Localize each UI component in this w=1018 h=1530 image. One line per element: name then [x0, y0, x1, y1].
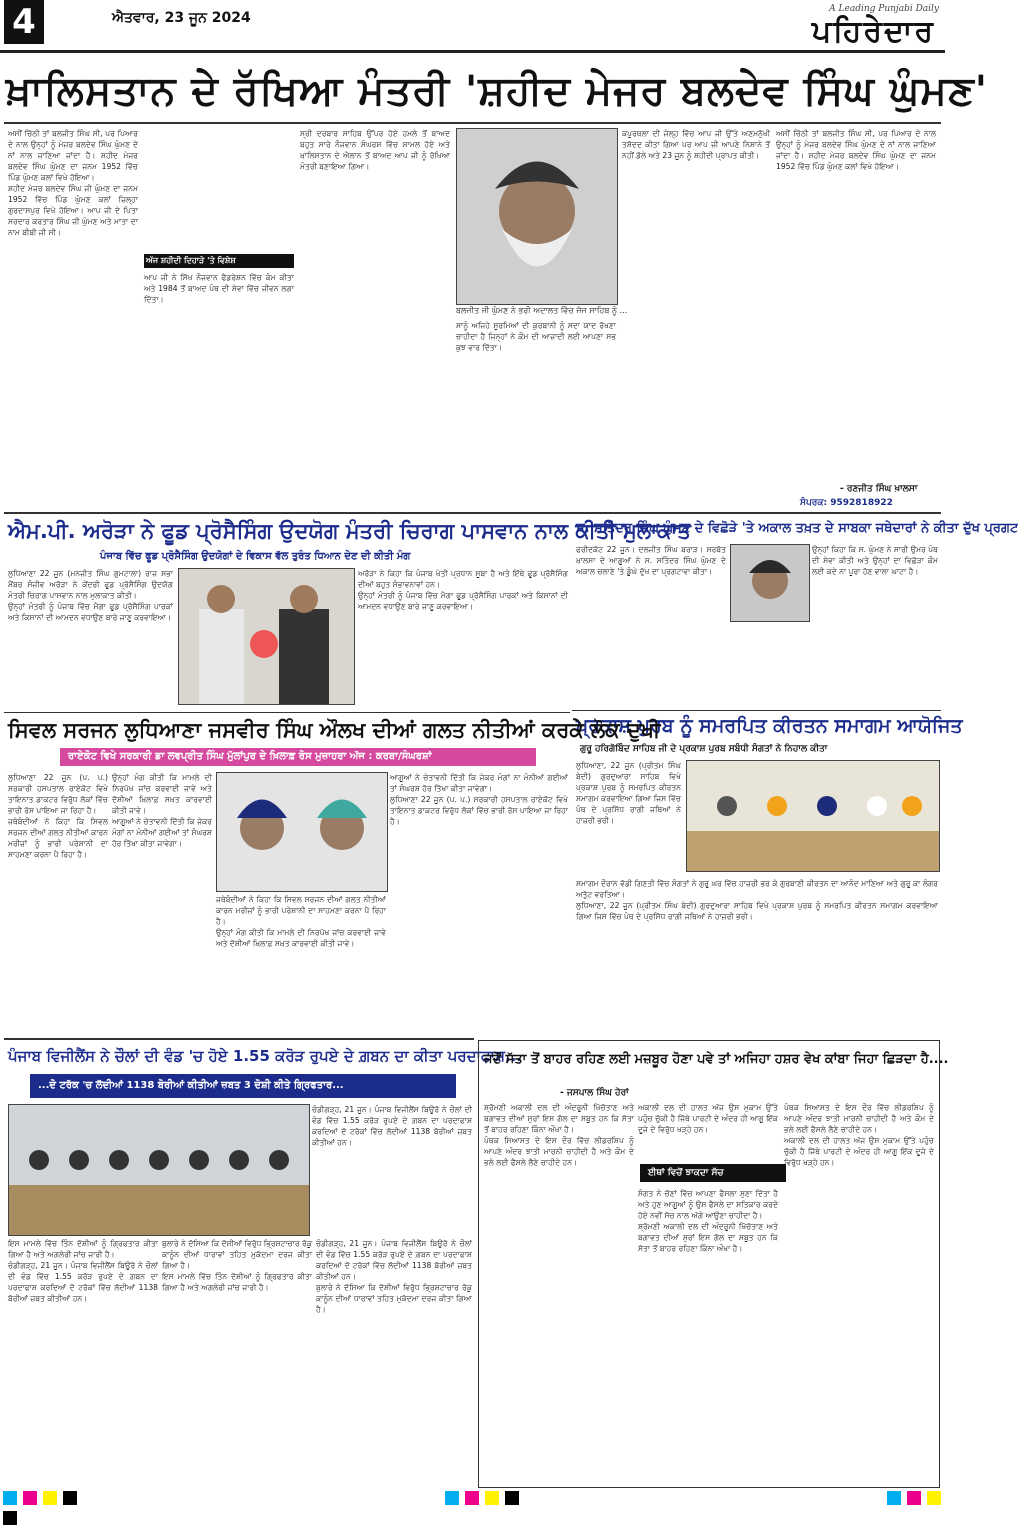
lead-column-6: ਅਸੀਂ ਚਿੱਠੀ ਤਾਂ ਬਲਜੀਤ ਸਿੰਘ ਸੀ, ਪਰ ਪਿਆਰ ਦੇ ਨਾਲ ਉਨ੍ਹਾਂ ਨੂੰ ਮੇਜਰ ਬਲਦੇਵ ਸਿੰਘ ਘੁੰਮਣ ਦੇ ਨਾਂ ਨਾਲ ਜਾਣਿਆ ਜਾਂਦਾ ਹੈ। ਸ਼ਹੀਦ ਮੇਜਰ ਬਲਦੇਵ ਸਿੰਘ ਘੁੰਮਣ ਦਾ ਜਨਮ 1952 ਵਿੱਚ ਪਿੰਡ ਘੁੰਮਣ ਕਲਾਂ ਵਿਖੇ ਹੋਇਆ। [776, 129, 936, 171]
meeting-photo [179, 569, 354, 704]
story6-subhead: ...ਦੋ ਟਰੱਕ 'ਚ ਲੱਦੀਆਂ 1138 ਬੋਰੀਆਂ ਕੀਤੀਆਂ ਜ਼ਬਤ 3 ਦੋਸ਼ੀ ਕੀਤੇ ਗ੍ਰਿਫਤਾਰ... [30, 1074, 456, 1098]
story5-column-4: ਆਗੂਆਂ ਨੇ ਚੇਤਾਵਨੀ ਦਿੱਤੀ ਕਿ ਜੇਕਰ ਮੰਗਾਂ ਨਾ ਮੰਨੀਆਂ ਗਈਆਂ ਤਾਂ ਸੰਘਰਸ਼ ਹੋਰ ਤਿੱਖਾ ਕੀਤਾ ਜਾਵੇਗਾ। ਲੁਧਿਆਣਾ 22 ਜੂਨ (ਪ. ਪ.) ਸਰਕਾਰੀ ਹਸਪਤਾਲ ਰਾਏਕੋਟ ਵਿਖੇ ਤਾਇਨਾਤ ਡਾਕਟਰ ਵਿਰੁੱਧ ਲੋਕਾਂ ਵਿੱਚ ਭਾਰੀ ਰੋਸ ਪਾਇਆ ਜਾ ਰਿਹਾ ਹੈ। [390, 773, 568, 826]
story7-byline: - ਜਸਪਾਲ ਸਿੰਘ ਹੇਰਾਂ [560, 1088, 629, 1098]
kirtan-photo [687, 761, 939, 871]
story5-headline: ਸਿਵਲ ਸਰਜਨ ਲੁਧਿਆਣਾ ਜਸਵੀਰ ਸਿੰਘ ਔਲਖ ਦੀਆਂ ਗਲਤ ਨੀਤੀਆਂ ਕਰਕੇ ਲੋਕ ਦੁਖੀ [8, 718, 661, 742]
lead-photo [456, 128, 618, 305]
divider [4, 712, 570, 713]
page-number: 4 [4, 0, 44, 44]
story7-headline: ਜਦੋਂ ਸੱਤਾ ਤੋਂ ਬਾਹਰ ਰਹਿਣ ਲਈ ਮਜ਼ਬੂਰ ਹੋਣਾ ਪਵੇ ਤਾਂ ਅਜਿਹਾ ਹਸ਼ਰ ਵੇਖ ਕਾਂਬਾ ਜਿਹਾ ਛਿੜਦਾ ਹੈ.... [484, 1052, 949, 1067]
divider [4, 512, 941, 514]
section-label: ਅੱਜ ਸ਼ਹੀਦੀ ਦਿਹਾੜੇ 'ਤੇ ਵਿਸ਼ੇਸ਼ [144, 254, 294, 268]
lead-column-3: ਸ੍ਰੀ ਦਰਬਾਰ ਸਾਹਿਬ ਉੱਪਰ ਹੋਏ ਹਮਲੇ ਤੋਂ ਬਾਅਦ ਬਹੁਤ ਸਾਰੇ ਨੌਜਵਾਨ ਸੰਘਰਸ਼ ਵਿੱਚ ਸ਼ਾਮਲ ਹੋਏ ਅਤੇ ਖ਼ਾਲਿਸਤਾਨ ਦੇ ਐਲਾਨ ਤੋਂ ਬਾਅਦ ਆਪ ਜੀ ਨੂੰ ਰੱਖਿਆ ਮੰਤਰੀ ਬਣਾਇਆ ਗਿਆ। [300, 129, 450, 171]
story2-column-2: ਅਰੋੜਾ ਨੇ ਕਿਹਾ ਕਿ ਪੰਜਾਬ ਖੇਤੀ ਪ੍ਰਧਾਨ ਸੂਬਾ ਹੈ ਅਤੇ ਇੱਥੇ ਫੂਡ ਪ੍ਰੋਸੈਸਿੰਗ ਦੀਆਂ ਬਹੁਤ ਸੰਭਾਵਨਾਵਾਂ ਹਨ। ਉਨ੍ਹਾਂ ਮੰਤਰੀ ਨੂੰ ਪੰਜਾਬ ਵਿੱਚ ਮੈਗਾ ਫੂਡ ਪ੍ਰੋਸੈਸਿੰਗ ਪਾਰਕਾਂ ਅਤੇ ਕਿਸਾਨਾਂ ਦੀ ਆਮਦਨ ਵਧਾਉਣ ਬਾਰੇ ਜਾਣੂ ਕਰਵਾਇਆ। [358, 569, 568, 611]
story4-column-2: ਸਮਾਗਮ ਦੌਰਾਨ ਵੱਡੀ ਗਿਣਤੀ ਵਿੱਚ ਸੰਗਤਾਂ ਨੇ ਗੁਰੂ ਘਰ ਵਿੱਚ ਹਾਜ਼ਰੀ ਭਰ ਕੇ ਗੁਰਬਾਣੀ ਕੀਰਤਨ ਦਾ ਆਨੰਦ ਮਾਣਿਆ ਅਤੇ ਗੁਰੂ ਕਾ ਲੰਗਰ ਅਤੁੱਟ ਵਰਤਿਆ। ਲੁਧਿਆਣਾ, 22 ਜੂਨ (ਪ੍ਰੀਤਮ ਸਿੰਘ ਬੇਦੀ) ਗੁਰਦੁਆਰਾ ਸਾਹਿਬ ਵਿਖੇ ਪ੍ਰਕਾਸ਼ ਪੁਰਬ ਨੂੰ ਸਮਰਪਿਤ ਕੀਰਤਨ ਸਮਾਗਮ ਕਰਵਾਇਆ ਗਿਆ ਜਿਸ ਵਿੱਚ ਪੰਥ ਦੇ ਪ੍ਰਸਿੱਧ ਰਾਗੀ ਜਥਿਆਂ ਨੇ ਹਾਜ਼ਰੀ ਭਰੀ। [576, 879, 938, 921]
masthead: ਪਹਿਰੇਦਾਰ [811, 14, 935, 49]
story6-column-3: ਬੁਲਾਰੇ ਨੇ ਦੱਸਿਆ ਕਿ ਦੋਸ਼ੀਆਂ ਵਿਰੁੱਧ ਭ੍ਰਿਸ਼ਟਾਚਾਰ ਰੋਕੂ ਕਾਨੂੰਨ ਦੀਆਂ ਧਾਰਾਵਾਂ ਤਹਿਤ ਮੁਕੱਦਮਾ ਦਰਜ ਕੀਤਾ ਗਿਆ ਹੈ। ਇਸ ਮਾਮਲੇ ਵਿੱਚ ਤਿੰਨ ਦੋਸ਼ੀਆਂ ਨੂੰ ਗ੍ਰਿਫਤਾਰ ਕੀਤਾ ਗਿਆ ਹੈ ਅਤੇ ਅਗਲੇਰੀ ਜਾਂਚ ਜਾਰੀ ਹੈ। [162, 1239, 312, 1292]
story3-headline: ਸ. ਸਤਿੰਦਰ ਸਿੰਘ ਘੁੰਮਣ ਦੇ ਵਿਛੋੜੇ 'ਤੇ ਅਕਾਲ ਤਖ਼ਤ ਦੇ ਸਾਬਕਾ ਜਥੇਦਾਰਾਂ ਨੇ ਕੀਤਾ ਦੁੱਖ ਪ੍ਰਗਟ [576, 521, 1018, 536]
story3-photo [730, 544, 810, 622]
portrait-figure [217, 773, 387, 891]
lead-column-2: ਅੱਜ ਸ਼ਹੀਦੀ ਦਿਹਾੜੇ 'ਤੇ ਵਿਸ਼ੇਸ਼ ਆਪ ਜੀ ਨੇ ਸਿੱਖ ਨੌਜਵਾਨ ਫੈਡਰੇਸ਼ਨ ਵਿੱਚ ਕੰਮ ਕੀਤਾ ਅਤੇ 1984 ਤੋਂ ਬਾਅਦ ਪੰਥ ਦੀ ਸੇਵਾ ਵਿੱਚ ਜੀਵਨ ਲਗਾ ਦਿੱਤਾ। [144, 256, 294, 304]
story4-subhead: ਗੁਰੂ ਹਰਿਗੋਬਿੰਦ ਸਾਹਿਬ ਜੀ ਦੇ ਪ੍ਰਕਾਸ਼ ਪੁਰਬ ਸਬੰਧੀ ਸੰਗਤਾਂ ਨੇ ਨਿਹਾਲ ਕੀਤਾ [580, 744, 828, 754]
story3-column-2: ਉਨ੍ਹਾਂ ਕਿਹਾ ਕਿ ਸ. ਘੁੰਮਣ ਨੇ ਸਾਰੀ ਉਮਰ ਪੰਥ ਦੀ ਸੇਵਾ ਕੀਤੀ ਅਤੇ ਉਨ੍ਹਾਂ ਦਾ ਵਿਛੋੜਾ ਕੌਮ ਲਈ ਕਦੇ ਨਾ ਪੂਰਾ ਹੋਣ ਵਾਲਾ ਘਾਟਾ ਹੈ। [812, 545, 938, 576]
story6-headline: ਪੰਜਾਬ ਵਿਜੀਲੈਂਸ ਨੇ ਚੌਲਾਂ ਦੀ ਵੰਡ 'ਚ ਹੋਏ 1.55 ਕਰੋੜ ਰੁਪਏ ਦੇ ਗ਼ਬਨ ਦਾ ਕੀਤਾ ਪਰਦਾਫਾਸ਼... [8, 1047, 523, 1065]
lead-column-5: ਕਪੂਰਥਲਾ ਦੀ ਜੇਲ੍ਹ ਵਿੱਚ ਆਪ ਜੀ ਉੱਤੇ ਅਣਮਨੁੱਖੀ ਤਸ਼ੱਦਦ ਕੀਤਾ ਗਿਆ ਪਰ ਆਪ ਜੀ ਆਪਣੇ ਨਿਸ਼ਾਨੇ ਤੋਂ ਨਹੀਂ ਡੋਲੇ ਅਤੇ 23 ਜੂਨ ਨੂੰ ਸ਼ਹੀਦੀ ਪ੍ਰਾਪਤ ਕੀਤੀ। [622, 129, 770, 160]
seizure-photo [9, 1105, 309, 1235]
story7-column-3: ਪੰਥਕ ਸਿਆਸਤ ਦੇ ਇਸ ਦੌਰ ਵਿੱਚ ਲੀਡਰਸ਼ਿਪ ਨੂੰ ਆਪਣੇ ਅੰਦਰ ਝਾਤੀ ਮਾਰਨੀ ਚਾਹੀਦੀ ਹੈ ਅਤੇ ਕੌਮ ਦੇ ਭਲੇ ਲਈ ਫੈਸਲੇ ਲੈਣੇ ਚਾਹੀਦੇ ਹਨ। ਅਕਾਲੀ ਦਲ ਦੀ ਹਾਲਤ ਅੱਜ ਉਸ ਮੁਕਾਮ ਉੱਤੇ ਪਹੁੰਚ ਚੁੱਕੀ ਹੈ ਜਿੱਥੇ ਪਾਰਟੀ ਦੇ ਅੰਦਰ ਹੀ ਆਗੂ ਇੱਕ ਦੂਜੇ ਦੇ ਵਿਰੁੱਧ ਖੜ੍ਹੇ ਹਨ। [784, 1103, 934, 1167]
story4-headline: ਪ੍ਰਕਾਸ਼ ਪੁਰਬ ਨੂੰ ਸਮਰਪਿਤ ਕੀਰਤਨ ਸਮਾਗਮ ਆਯੋਜਿਤ [576, 715, 963, 737]
story7-box-label: ਈਥਾਂ ਵਿਚੋਂ ਝਾਕਦਾ ਸੱਚ [640, 1164, 786, 1182]
story2-column-1: ਲੁਧਿਆਣਾ 22 ਜੂਨ (ਮਨਜੀਤ ਸਿੰਘ ਗੁਮਟਾਲਾ) ਰਾਜ ਸਭਾ ਮੈਂਬਰ ਸੰਜੀਵ ਅਰੋੜਾ ਨੇ ਕੇਂਦਰੀ ਫੂਡ ਪ੍ਰੋਸੈਸਿੰਗ ਉਦਯੋਗ ਮੰਤਰੀ ਚਿਰਾਗ ਪਾਸਵਾਨ ਨਾਲ ਮੁਲਾਕਾਤ ਕੀਤੀ। ਉਨ੍ਹਾਂ ਮੰਤਰੀ ਨੂੰ ਪੰਜਾਬ ਵਿੱਚ ਮੈਗਾ ਫੂਡ ਪ੍ਰੋਸੈਸਿੰਗ ਪਾਰਕਾਂ ਅਤੇ ਕਿਸਾਨਾਂ ਦੀ ਆਮਦਨ ਵਧਾਉਣ ਬਾਰੇ ਜਾਣੂ ਕਰਵਾਇਆ। [8, 569, 173, 622]
story5-subhead: ਰਾਏਕੋਟ ਵਿਖੇ ਸਰਕਾਰੀ ਡਾ ਲਵਪ੍ਰੀਤ ਸਿੰਘ ਮੁੱਲਾਂਪੁਰ ਦੇ ਖ਼ਿਲਾਫ਼ ਰੋਸ ਮੁਜ਼ਾਹਰਾ ਅੱਜ : ਕਰਬਾ/ਸੰਘਰਸ਼ਾਂ [60, 748, 536, 766]
lead-byline: - ਰਣਜੀਤ ਸਿੰਘ ਖ਼ਾਲਸਾ [840, 484, 918, 494]
story5-column-3: ਜਥੇਬੰਦੀਆਂ ਨੇ ਕਿਹਾ ਕਿ ਸਿਵਲ ਸਰਜਨ ਦੀਆਂ ਗਲਤ ਨੀਤੀਆਂ ਕਾਰਨ ਮਰੀਜ਼ਾਂ ਨੂੰ ਭਾਰੀ ਪਰੇਸ਼ਾਨੀ ਦਾ ਸਾਹਮਣਾ ਕਰਨਾ ਪੈ ਰਿਹਾ ਹੈ। ਉਨ੍ਹਾਂ ਮੰਗ ਕੀਤੀ ਕਿ ਮਾਮਲੇ ਦੀ ਨਿਰਪੱਖ ਜਾਂਚ ਕਰਵਾਈ ਜਾਵੇ ਅਤੇ ਦੋਸ਼ੀਆਂ ਖ਼ਿਲਾਫ਼ ਸਖ਼ਤ ਕਾਰਵਾਈ ਕੀਤੀ ਜਾਵੇ। [216, 895, 386, 948]
color-registration-strip [0, 1490, 945, 1507]
story6-photo [8, 1104, 310, 1236]
story5-column-2: ਉਨ੍ਹਾਂ ਮੰਗ ਕੀਤੀ ਕਿ ਮਾਮਲੇ ਦੀ ਨਿਰਪੱਖ ਜਾਂਚ ਕਰਵਾਈ ਜਾਵੇ ਅਤੇ ਦੋਸ਼ੀਆਂ ਖ਼ਿਲਾਫ਼ ਸਖ਼ਤ ਕਾਰਵਾਈ ਕੀਤੀ ਜਾਵੇ। ਆਗੂਆਂ ਨੇ ਚੇਤਾਵਨੀ ਦਿੱਤੀ ਕਿ ਜੇਕਰ ਮੰਗਾਂ ਨਾ ਮੰਨੀਆਂ ਗਈਆਂ ਤਾਂ ਸੰਘਰਸ਼ ਹੋਰ ਤਿੱਖਾ ਕੀਤਾ ਜਾਵੇਗਾ। [112, 773, 212, 848]
story7-column-1: ਸ਼੍ਰੋਮਣੀ ਅਕਾਲੀ ਦਲ ਦੀ ਅੰਦਰੂਨੀ ਖਿੱਚੋਤਾਣ ਅਤੇ ਬਗਾਵਤ ਦੀਆਂ ਸੁਰਾਂ ਇਸ ਗੱਲ ਦਾ ਸਬੂਤ ਹਨ ਕਿ ਸੱਤਾ ਤੋਂ ਬਾਹਰ ਰਹਿਣਾ ਕਿੰਨਾ ਔਖਾ ਹੈ। ਪੰਥਕ ਸਿਆਸਤ ਦੇ ਇਸ ਦੌਰ ਵਿੱਚ ਲੀਡਰਸ਼ਿਪ ਨੂੰ ਆਪਣੇ ਅੰਦਰ ਝਾਤੀ ਮਾਰਨੀ ਚਾਹੀਦੀ ਹੈ ਅਤੇ ਕੌਮ ਦੇ ਭਲੇ ਲਈ ਫੈਸਲੇ ਲੈਣੇ ਚਾਹੀਦੇ ਹਨ। [484, 1103, 634, 1167]
lead-photo-caption: ਬਲਜੀਤ ਜੀ ਘੁੰਮਣ ਨੇ ਭਰੀ ਅਦਾਲਤ ਵਿੱਚ ਜੱਜ ਸਾਹਿਬ ਨੂੰ ... [456, 306, 628, 315]
masthead-tagline: A Leading Punjabi Daily [829, 4, 939, 14]
story4-column-1: ਲੁਧਿਆਣਾ, 22 ਜੂਨ (ਪ੍ਰੀਤਮ ਸਿੰਘ ਬੇਦੀ) ਗੁਰਦੁਆਰਾ ਸਾਹਿਬ ਵਿਖੇ ਪ੍ਰਕਾਸ਼ ਪੁਰਬ ਨੂੰ ਸਮਰਪਿਤ ਕੀਰਤਨ ਸਮਾਗਮ ਕਰਵਾਇਆ ਗਿਆ ਜਿਸ ਵਿੱਚ ਪੰਥ ਦੇ ਪ੍ਰਸਿੱਧ ਰਾਗੀ ਜਥਿਆਂ ਨੇ ਹਾਜ਼ਰੀ ਭਰੀ। [576, 761, 681, 825]
story2-headline: ਐਮ.ਪੀ. ਅਰੋੜਾ ਨੇ ਫੂਡ ਪ੍ਰੋਸੈਸਿੰਗ ਉਦਯੋਗ ਮੰਤਰੀ ਚਿਰਾਗ ਪਾਸਵਾਨ ਨਾਲ ਕੀਤੀ ਮੁਲਾਕਾਤ [8, 519, 691, 543]
story4-photo [686, 760, 940, 872]
story7-column-2: ਸੰਗਤ ਨੇ ਚੋਣਾਂ ਵਿੱਚ ਆਪਣਾ ਫੈਸਲਾ ਸੁਣਾ ਦਿੱਤਾ ਹੈ ਅਤੇ ਹੁਣ ਆਗੂਆਂ ਨੂੰ ਉਸ ਫੈਸਲੇ ਦਾ ਸਤਿਕਾਰ ਕਰਦੇ ਹੋਏ ਨਵੀਂ ਸੋਚ ਨਾਲ ਅੱਗੇ ਆਉਣਾ ਚਾਹੀਦਾ ਹੈ। ਸ਼੍ਰੋਮਣੀ ਅਕਾਲੀ ਦਲ ਦੀ ਅੰਦਰੂਨੀ ਖਿੱਚੋਤਾਣ ਅਤੇ ਬਗਾਵਤ ਦੀਆਂ ਸੁਰਾਂ ਇਸ ਗੱਲ ਦਾ ਸਬੂਤ ਹਨ ਕਿ ਸੱਤਾ ਤੋਂ ਬਾਹਰ ਰਹਿਣਾ ਕਿੰਨਾ ਔਖਾ ਹੈ। [638, 1189, 778, 1253]
lead-headline: ਖ਼ਾਲਿਸਤਾਨ ਦੇ ਰੱਖਿਆ ਮੰਤਰੀ 'ਸ਼ਹੀਦ ਮੇਜਰ ਬਲਦੇਵ ਸਿੰਘ ਘੁੰਮਣ' [6, 68, 989, 114]
story2-photo [178, 568, 355, 705]
issue-date: ਐਤਵਾਰ, 23 ਜੂਨ 2024 [112, 10, 251, 26]
lead-phone: ਸੰਪਰਕ: 9592818922 [800, 498, 893, 508]
story7-column-2a: ਅਕਾਲੀ ਦਲ ਦੀ ਹਾਲਤ ਅੱਜ ਉਸ ਮੁਕਾਮ ਉੱਤੇ ਪਹੁੰਚ ਚੁੱਕੀ ਹੈ ਜਿੱਥੇ ਪਾਰਟੀ ਦੇ ਅੰਦਰ ਹੀ ਆਗੂ ਇੱਕ ਦੂਜੇ ਦੇ ਵਿਰੁੱਧ ਖੜ੍ਹੇ ਹਨ। [638, 1103, 778, 1134]
story6-column-2: ਇਸ ਮਾਮਲੇ ਵਿੱਚ ਤਿੰਨ ਦੋਸ਼ੀਆਂ ਨੂੰ ਗ੍ਰਿਫਤਾਰ ਕੀਤਾ ਗਿਆ ਹੈ ਅਤੇ ਅਗਲੇਰੀ ਜਾਂਚ ਜਾਰੀ ਹੈ। ਚੰਡੀਗੜ੍ਹ, 21 ਜੂਨ। ਪੰਜਾਬ ਵਿਜੀਲੈਂਸ ਬਿਊਰੋ ਨੇ ਚੌਲਾਂ ਦੀ ਵੰਡ ਵਿੱਚ 1.55 ਕਰੋੜ ਰੁਪਏ ਦੇ ਗ਼ਬਨ ਦਾ ਪਰਦਾਫਾਸ਼ ਕਰਦਿਆਂ ਦੋ ਟਰੱਕਾਂ ਵਿੱਚ ਲੱਦੀਆਂ 1138 ਬੋਰੀਆਂ ਜ਼ਬਤ ਕੀਤੀਆਂ ਹਨ। [8, 1239, 158, 1303]
story6-column-1: ਚੰਡੀਗੜ੍ਹ, 21 ਜੂਨ। ਪੰਜਾਬ ਵਿਜੀਲੈਂਸ ਬਿਊਰੋ ਨੇ ਚੌਲਾਂ ਦੀ ਵੰਡ ਵਿੱਚ 1.55 ਕਰੋੜ ਰੁਪਏ ਦੇ ਗ਼ਬਨ ਦਾ ਪਰਦਾਫਾਸ਼ ਕਰਦਿਆਂ ਦੋ ਟਰੱਕਾਂ ਵਿੱਚ ਲੱਦੀਆਂ 1138 ਬੋਰੀਆਂ ਜ਼ਬਤ ਕੀਤੀਆਂ ਹਨ। [312, 1105, 472, 1147]
lead-column-1: ਅਸੀਂ ਚਿੱਠੀ ਤਾਂ ਬਲਜੀਤ ਸਿੰਘ ਸੀ, ਪਰ ਪਿਆਰ ਦੇ ਨਾਲ ਉਨ੍ਹਾਂ ਨੂੰ ਮੇਜਰ ਬਲਦੇਵ ਸਿੰਘ ਘੁੰਮਣ ਦੇ ਨਾਂ ਨਾਲ ਜਾਣਿਆ ਜਾਂਦਾ ਹੈ। ਸ਼ਹੀਦ ਮੇਜਰ ਬਲਦੇਵ ਸਿੰਘ ਘੁੰਮਣ ਦਾ ਜਨਮ 1952 ਵਿੱਚ ਪਿੰਡ ਘੁੰਮਣ ਕਲਾਂ ਵਿਖੇ ਹੋਇਆ। ਸ਼ਹੀਦ ਮੇਜਰ ਬਲਦੇਵ ਸਿੰਘ ਜੀ ਘੁੰਮਣ ਦਾ ਜਨਮ 1952 ਵਿੱਚ ਪਿੰਡ ਘੁੰਮਣ ਕਲਾਂ ਜ਼ਿਲ੍ਹਾ ਗੁਰਦਾਸਪੁਰ ਵਿਖੇ ਹੋਇਆ। ਆਪ ਜੀ ਦੇ ਪਿਤਾ ਸਰਦਾਰ ਕਰਤਾਰ ਸਿੰਘ ਜੀ ਘੁੰਮਣ ਅਤੇ ਮਾਤਾ ਦਾ ਨਾਮ ਬੀਬੀ ਜੀ ਸੀ। [8, 129, 138, 237]
portrait-figure [731, 545, 809, 621]
story6-column-4: ਚੰਡੀਗੜ੍ਹ, 21 ਜੂਨ। ਪੰਜਾਬ ਵਿਜੀਲੈਂਸ ਬਿਊਰੋ ਨੇ ਚੌਲਾਂ ਦੀ ਵੰਡ ਵਿੱਚ 1.55 ਕਰੋੜ ਰੁਪਏ ਦੇ ਗ਼ਬਨ ਦਾ ਪਰਦਾਫਾਸ਼ ਕਰਦਿਆਂ ਦੋ ਟਰੱਕਾਂ ਵਿੱਚ ਲੱਦੀਆਂ 1138 ਬੋਰੀਆਂ ਜ਼ਬਤ ਕੀਤੀਆਂ ਹਨ। ਬੁਲਾਰੇ ਨੇ ਦੱਸਿਆ ਕਿ ਦੋਸ਼ੀਆਂ ਵਿਰੁੱਧ ਭ੍ਰਿਸ਼ਟਾਚਾਰ ਰੋਕੂ ਕਾਨੂੰਨ ਦੀਆਂ ਧਾਰਾਵਾਂ ਤਹਿਤ ਮੁਕੱਦਮਾ ਦਰਜ ਕੀਤਾ ਗਿਆ ਹੈ। [316, 1239, 472, 1314]
divider [572, 710, 941, 711]
divider [4, 122, 941, 124]
story5-photos [216, 772, 388, 892]
story3-column-1: ਫਰੀਦਕੋਟ 22 ਜੂਨ। ਦਲਜੀਤ ਸਿੰਘ ਬਰਾੜ। ਸਰਬੱਤ ਖ਼ਾਲਸਾ ਦੇ ਆਗੂਆਂ ਨੇ ਸ. ਸਤਿੰਦਰ ਸਿੰਘ ਘੁੰਮਣ ਦੇ ਅਕਾਲ ਚਲਾਣੇ 'ਤੇ ਡੂੰਘੇ ਦੁੱਖ ਦਾ ਪ੍ਰਗਟਾਵਾ ਕੀਤਾ। [576, 545, 726, 576]
lead-column-4: ਸਾਨੂੰ ਅਜਿਹੇ ਸੂਰਮਿਆਂ ਦੀ ਕੁਰਬਾਨੀ ਨੂੰ ਸਦਾ ਯਾਦ ਰੱਖਣਾ ਚਾਹੀਦਾ ਹੈ ਜਿਨ੍ਹਾਂ ਨੇ ਕੌਮ ਦੀ ਆਜ਼ਾਦੀ ਲਈ ਆਪਣਾ ਸਭ ਕੁਝ ਵਾਰ ਦਿੱਤਾ। [456, 321, 616, 352]
page-header [0, 0, 945, 53]
story2-subhead: ਪੰਜਾਬ ਵਿੱਚ ਫੂਡ ਪ੍ਰੋਸੈਸਿੰਗ ਉਦਯੋਗਾਂ ਦੇ ਵਿਕਾਸ ਵੱਲ ਤੁਰੰਤ ਧਿਆਨ ਦੇਣ ਦੀ ਕੀਤੀ ਮੰਗ [100, 551, 411, 562]
portrait-figure [457, 129, 617, 304]
story5-column-1: ਲੁਧਿਆਣਾ 22 ਜੂਨ (ਪ. ਪ.) ਸਰਕਾਰੀ ਹਸਪਤਾਲ ਰਾਏਕੋਟ ਵਿਖੇ ਤਾਇਨਾਤ ਡਾਕਟਰ ਵਿਰੁੱਧ ਲੋਕਾਂ ਵਿੱਚ ਭਾਰੀ ਰੋਸ ਪਾਇਆ ਜਾ ਰਿਹਾ ਹੈ। ਜਥੇਬੰਦੀਆਂ ਨੇ ਕਿਹਾ ਕਿ ਸਿਵਲ ਸਰਜਨ ਦੀਆਂ ਗਲਤ ਨੀਤੀਆਂ ਕਾਰਨ ਮਰੀਜ਼ਾਂ ਨੂੰ ਭਾਰੀ ਪਰੇਸ਼ਾਨੀ ਦਾ ਸਾਹਮਣਾ ਕਰਨਾ ਪੈ ਰਿਹਾ ਹੈ। [8, 773, 108, 859]
